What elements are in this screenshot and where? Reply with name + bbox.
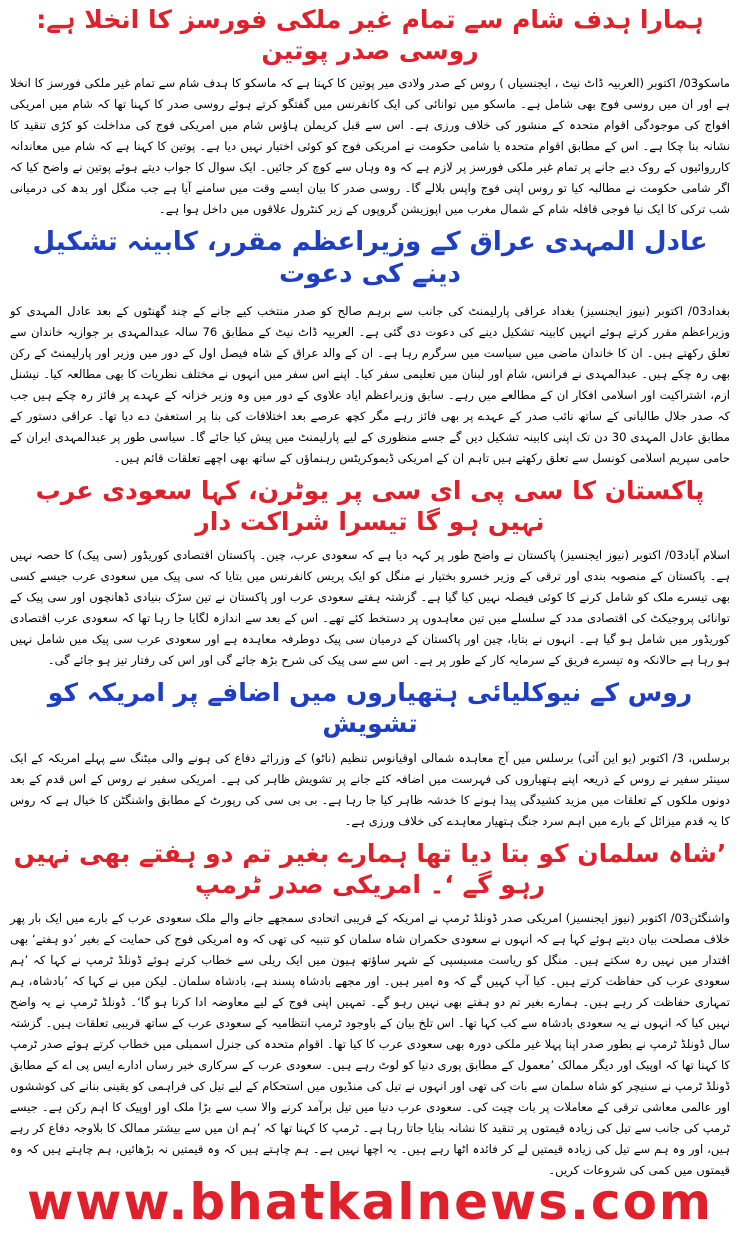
article-4-headline: روس کے نیوکلیائی ہتھیاروں میں اضافے پر امریکہ کو تشویش — [47, 678, 693, 739]
article-1-headline: ہمارا ہدف شام سے تمام غیر ملکی فورسز کا انخلا ہے: روسی صدر پوتین — [36, 5, 704, 66]
article-2-body: بغداد03/ اکتوبر (نیوز ایجنسیز) بغداد عراقی پارلیمنٹ کی جانب سے برہم صالح کو صدر منتخب کیے جانے کے چند گھنٹوں کے بعد عادل المہدی کو وزیراعظم مقرر کرتے ہوئے انہیں کابینہ تشکیل دینے کی دعوت دی گئی ہے۔ العربیہ ڈاٹ نیٹ کے مطابق 76 سالہ عبدالمہدی بر جوازیہ خاندان سے تعلق رکھتے ہیں۔ ان کا خاندان ماضی میں سیاست میں سرگرم رہا ہے۔ ان کے والد عراق کے شاہ فیصل اول کے دور میں وزیر اور پارلیمنٹ کے رکن بھی رہ چکے ہیں۔ عبدالمہدی نے فرانس، شام اور لبنان میں تعلیمی سفر کیا۔ اپنے اس سفر میں انہوں نے مختلف نظریات کا بھی مطالعہ کیا۔ نیشنل ازم، اشتراکیت اور اسلامی افکار ان کے مطالعے میں رہے۔ سابق وزیراعظم ایاد علاوی کے دور میں وہ وزیر خزانہ کے عہدے پر فائز رہ چکے ہیں جب کہ صدر جلال طالبانی کے ساتھ نائب صدر کے عہدے پر بھی فائز رہے مگر کچھ عرصے بعد اختلافات کی بنا پر استعفیٰ دے دیا تھا۔ عراقی دستور کے مطابق عادل المہدی 30 دن تک اپنی کابینہ تشکیل دیں گے جسے منظوری کے لیے پارلیمنٹ میں پیش کیا جائے گا۔ سیاسی طور پر عبدالمہدی ایران کے حامی سپریم اسلامی کونسل سے تعلق رکھتے ہیں تاہم ان کے امریکی ڈیموکریٹس رہنماؤں کے ساتھ بھی اچھے تعلقات قائم ہیں۔ — [10, 303, 730, 465]
article-1-body: ماسکو03/ اکتوبر (العربیہ ڈاٹ نیٹ ، ایجنسیاں ) روس کے صدر ولادی میر پوتین کا کہنا ہے کہ ماسکو کا ہدف شام سے تمام غیر ملکی فورسز کا انخلا ہے اور ان میں روسی فوج بھی شامل ہے۔ ماسکو میں توانائی کی ایک کانفرنس میں گفتگو کرتے ہوئے روسی صدر کا کہنا تھا کہ شام میں امریکی افواج کی موجودگی اقوام متحدہ کے منشور کی خلاف ورزی ہے۔ اس سے قبل کریملن ہاؤس شام میں امریکی فوج کی مداخلت کو کڑی تنقید کا نشانہ بنا چکا ہے۔ اس کے مطابق اقوام متحدہ یا شامی حکومت نے امریکی فوج کو کوئی اختیار نہیں دیا ہے۔ پوتین کا کہنا ہے کہ شام میں معاندانہ کارروائیوں کے روک دیے جانے پر تمام غیر ملکی فورسز پر لازم ہے کہ وہ وہاں سے کوچ کر جائیں۔ ایک سوال کا جواب دیتے ہوئے پوتین نے واضح کیا کہ اگر شامی حکومت نے مطالبہ کیا تو روس اپنی فوج واپس بلالے گا۔ روسی صدر کا بیان ایسے وقت میں سامنے آیا ہے جب منگل اور بدھ کی درمیانی شب ترکی کا ایک نیا فوجی قافلہ شام کے شمال مغرب میں اپوزیشن گروپوں کے زیر کنٹرول علاقوں میں داخل ہوا ہے۔ — [10, 75, 730, 216]
article-3-headline: پاکستان کا سی پی ای سی پر یوٹرن، کہا سعودی عرب نہیں ہو گا تیسرا شراکت دار — [35, 475, 705, 536]
site-url-footer: www.bhatkalnews.com — [26, 1173, 714, 1231]
article-3-body: اسلام آباد03/ اکتوبر (نیوز ایجنسیز) پاکستان نے واضح طور پر کہہ دیا ہے کہ سعودی عرب، چین۔ پاکستان اقتصادی کوریڈور (سی پیک) کا حصہ نہیں ہے۔ پاکستان کے منصوبہ بندی اور ترقی کے وزیر خسرو بختیار نے منگل کو ایک پریس کانفرنس میں بتایا کہ سی پیک میں سعودی عرب جیسے کسی بھی تیسرے ملک کو شامل کرنے کا کوئی فیصلہ نہیں کیا گیا ہے۔ گزشتہ ہفتے سعودی عرب اور پاکستان نے تین سڑک بنیادی ڈھانچوں اور سی پیک کے توانائی پروجیکٹ کی اقتصادی مدد کے سلسلے میں تین معاہدوں پر دستخط کئے تھے۔ اس کے بعد سے اندازہ لگایا جا رہا تھا کہ سعودی عرب اقتصادی کوریڈور میں شامل ہو گیا ہے۔ انہوں نے بتایا، چین اور پاکستان کے درمیان سی پیک دوطرفہ معاہدہ ہے اور سعودی عرب سی پیک میں شامل نہیں ہو رہا ہے حالانکہ وہ تیسرے فریق کے سرمایہ کار کے طور پر ہے۔ اس سے سی پیک کی شرح بڑھ جائے گی اور اس کی رفتار تیز ہو جائے گی۔ — [10, 548, 730, 667]
article-5-headline: ’شاہ سلمان کو بتا دیا تھا ہمارے بغیر تم دو ہفتے بھی نہیں رہو گے ‘۔ امریکی صدر ٹرمپ — [13, 838, 727, 899]
article-5-body: واشنگٹن03/ اکتوبر (نیوز ایجنسیز) امریکی صدر ڈونلڈ ٹرمپ نے امریکہ کے قریبی اتحادی سمجھے جانے والے ملک سعودی عرب کے بارے میں ایک بار پھر خلاف مصلحت بیان دیتے ہوئے کہا ہے کہ انہوں نے سعودی حکمران شاہ سلمان کو تنبیہ کی تھی کہ وہ امریکی فوج کی حمایت کے بغیر ’دو ہفتے‘ بھی اقتدار میں نہیں رہ سکتے ہیں۔ منگل کو ریاست مسیسپی کے شہر ساؤتھ ہیون میں ایک ریلی سے خطاب کرتے ہوئے ڈونلڈ ٹرمپ نے کہا کہ ’ہم سعودی عرب کی حفاظت کرتے ہیں۔ کیا آپ کہیں گے کہ وہ امیر ہیں۔ اور مجھے بادشاہ پسند ہے، بادشاہ سلمان۔ لیکن میں نے کہا کہ ’بادشاہ، ہم تمہاری حفاظت کر رہے ہیں۔ ہمارے بغیر تم دو ہفتے بھی نہیں رہو گے۔ تمہیں اپنی فوج کے لیے معاوضہ ادا کرنا ہو گا‘۔ ڈونلڈ ٹرمپ نے یہ واضح نہیں کیا کہ انہوں نے یہ سعودی بادشاہ سے کب کہا تھا۔ اس تلخ بیان کے باوجود ٹرمپ انتظامیہ کے سعودی عرب کے ساتھ قریبی تعلقات ہیں۔ گزشتہ سال ڈونلڈ ٹرمپ نے بطور صدر اپنا پہلا غیر ملکی دورہ بھی سعودی عرب کا کیا تھا۔ اقوام متحدہ کی جنرل اسمبلی میں خطاب کرتے ہوئے صدر ٹرمپ کا کہنا تھا کہ اوپیک اور دیگر ممالک ’معمول کے مطابق پوری دنیا کو لوٹ رہے ہیں۔ سعودی عرب کے سرکاری خبر رساں ادارے ایس پی اے کے مطابق ڈونلڈ ٹرمپ نے سنیچر کو شاہ سلمان سے بات کی تھی اور انہوں نے تیل کی منڈیوں میں استحکام کے لیے تیل کی فراہمی کو یقینی بنانے کی کوششوں اور عالمی معاشی ترقی کے معاملات پر بات چیت کی۔ سعودی عرب دنیا میں تیل برآمد کرنے والا سب سے بڑا ملک اور اوپیک کا اہم رکن ہے۔ جیسے ٹرمپ کی جانب سے تیل کی زیادہ قیمتوں پر تنقید کا نشانہ بنایا جاتا رہا ہے۔ ٹرمپ کا کہنا تھا کہ ’ہم ان میں سے بیشتر ممالک کا بلاوجہ دفاع کر رہے ہیں، اور وہ ہم سے تیل کی زیادہ قیمتیں لے کر فائدہ اٹھا رہے ہیں۔ یہ اچھا نہیں ہے۔ ہم چاہتے ہیں کہ وہ قیمتیں نہ بڑھائیں، ہم چاہتے ہیں کہ وہ قیمتوں میں کمی کی شروعات کریں۔ — [10, 911, 730, 1177]
article-4-body: برسلس، 3/ اکتوبر (یو این آئی) برسلس میں آج معاہدہ شمالی اوقیانوس تنظیم (ناٹو) کے وزرائے دفاع کی ہونے والی میٹنگ سے پہلے امریکہ کے ایک سینئر سفیر نے روس کے ذریعہ اپنے ہتھیاروں کی فہرست میں اضافہ کئے جانے پر تشویش ظاہر کی ہے۔ امریکی سفیر نے روس کے اس قدم کے بعد دونوں ملکوں کے تعلقات میں مزید کشیدگی پیدا ہونے کا خدشہ ظاہر کیا جا رہا ہے۔ بی بی سی کی رپورٹ کے مطابق واشنگٹن کا خیال ہے کہ روس کا یہ قدم میزائل کے بارے میں اہم سرد جنگ ہتھیار معاہدے کی خلاف ورزی ہے۔ — [10, 750, 730, 828]
article-2-headline: عادل المہدی عراق کے وزیراعظم مقرر، کابینہ تشکیل دینے کی دعوت — [32, 226, 708, 289]
